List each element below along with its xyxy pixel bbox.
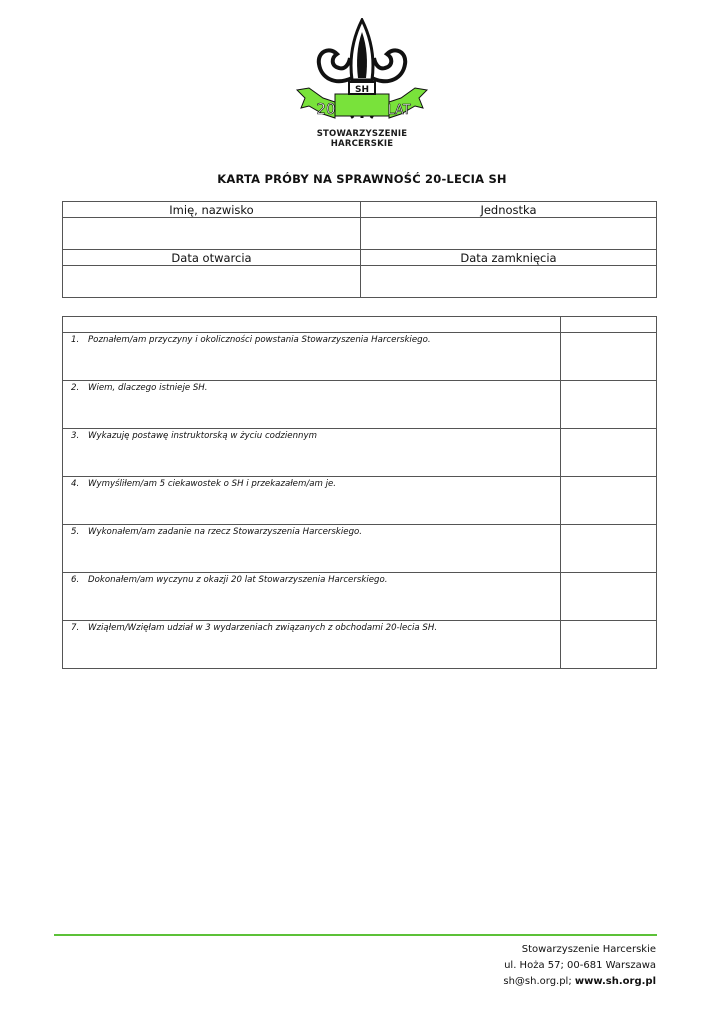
fleur-de-lis-icon	[295, 18, 429, 128]
task-number: 4.	[71, 479, 80, 489]
close-date-label: Data zamknięcia	[361, 250, 657, 266]
footer-contact	[503, 976, 656, 987]
footer-website[interactable]: www.sh.org.pl	[574, 976, 656, 987]
open-date-field[interactable]	[63, 266, 361, 298]
footer-email[interactable]: sh@sh.org.pl;	[503, 976, 572, 987]
tasks-table	[62, 316, 657, 669]
task-signature-cell[interactable]	[561, 477, 657, 525]
task-number: 5.	[71, 527, 80, 537]
logo-badge-lat: LAT	[387, 103, 411, 118]
task-row	[63, 621, 657, 669]
task-signature-cell[interactable]	[561, 333, 657, 381]
task-text: Dokonałem/am wyczynu z okazji 20 lat Stowarzyszenia Harcerskiego.	[88, 575, 388, 585]
open-date-label: Data otwarcia	[63, 250, 361, 266]
logo-badge-sh: SH	[354, 85, 370, 95]
task-row	[63, 525, 657, 573]
name-field[interactable]	[63, 218, 361, 250]
logo-line1: STOWARZYSZENIE	[316, 129, 408, 139]
task-text: Wykonałem/am zadanie na rzecz Stowarzyszenia Harcerskiego.	[88, 527, 363, 537]
task-signature-cell[interactable]	[561, 429, 657, 477]
task-text: Wziąłem/Wzięłam udział w 3 wydarzeniach związanych z obchodami 20-lecia SH.	[88, 623, 438, 633]
task-signature-cell[interactable]	[561, 621, 657, 669]
task-text: Wiem, dlaczego istnieje SH.	[88, 383, 208, 393]
close-date-field[interactable]	[361, 266, 657, 298]
task-row	[63, 333, 657, 381]
logo	[295, 18, 429, 150]
logo-badge-20: 20	[316, 100, 336, 118]
unit-label: Jednostka	[361, 202, 657, 218]
task-signature-cell[interactable]	[561, 525, 657, 573]
footer-org: Stowarzyszenie Harcerskie	[521, 944, 656, 955]
task-number: 2.	[71, 383, 80, 393]
document-title: KARTA PRÓBY NA SPRAWNOŚĆ 20-LECIA SH	[217, 172, 507, 186]
task-text: Wymyśliłem/am 5 ciekawostek o SH i przekazałem/am je.	[88, 479, 337, 489]
task-row	[63, 573, 657, 621]
task-row	[63, 477, 657, 525]
footer-divider	[54, 934, 657, 936]
info-table	[62, 201, 657, 298]
task-number: 7.	[71, 623, 80, 633]
task-number: 3.	[71, 431, 80, 441]
tasks-header-desc	[63, 317, 561, 333]
name-label: Imię, nazwisko	[63, 202, 361, 218]
footer-address: ul. Hoża 57; 00-681 Warszawa	[504, 960, 656, 971]
logo-line2: HARCERSKIE	[330, 139, 394, 149]
unit-field[interactable]	[361, 218, 657, 250]
task-row	[63, 429, 657, 477]
task-text: Wykazuję postawę instruktorską w życiu codziennym	[88, 431, 317, 441]
task-number: 1.	[71, 335, 80, 345]
task-text: Poznałem/am przyczyny i okoliczności powstania Stowarzyszenia Harcerskiego.	[88, 335, 431, 345]
task-signature-cell[interactable]	[561, 573, 657, 621]
task-number: 6.	[71, 575, 80, 585]
tasks-header-check	[561, 317, 657, 333]
task-signature-cell[interactable]	[561, 381, 657, 429]
task-row	[63, 381, 657, 429]
